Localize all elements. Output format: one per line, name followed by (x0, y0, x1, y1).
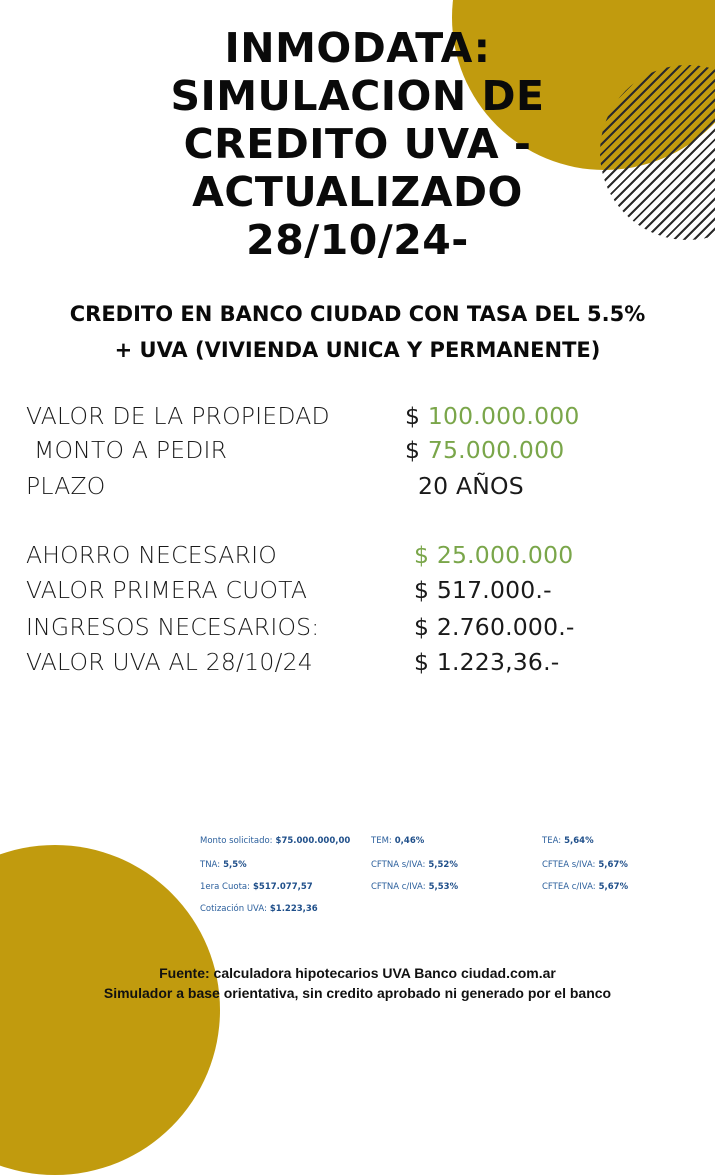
plazo-label: PLAZO (26, 472, 106, 500)
sim-monto-label: Monto solicitado: (200, 836, 273, 846)
subtitle (0, 296, 715, 368)
currency-symbol: $ (405, 402, 421, 430)
sim-cftea-c (542, 882, 628, 892)
sim-cftna-c-value: 5,53% (428, 882, 459, 892)
row-monto-pedir (0, 436, 715, 472)
sim-tna (200, 860, 247, 870)
valor-uva-label: VALOR UVA AL 28/10/24 (26, 648, 313, 676)
primera-cuota-value: $ 517.000.- (414, 576, 552, 604)
sim-cftea-c-value: 5,67% (598, 882, 629, 892)
sim-cotizacion (200, 904, 318, 914)
sim-cftna-s-label: CFTNA s/IVA: (371, 860, 426, 870)
primera-cuota-label: VALOR PRIMERA CUOTA (26, 576, 308, 604)
sim-cftea-s-label: CFTEA s/IVA: (542, 860, 596, 870)
title-line: SIMULACION DE (170, 72, 545, 120)
row-ingresos (0, 613, 715, 649)
valor-propiedad-value (405, 402, 580, 430)
sim-cuota (200, 882, 313, 892)
sim-cftna-c-label: CFTNA c/IVA: (371, 882, 426, 892)
row-valor-uva (0, 648, 715, 684)
sim-tea-value: 5,64% (564, 836, 594, 846)
subtitle-line: + UVA (VIVIENDA UNICA Y PERMANENTE) (114, 338, 601, 362)
sim-tna-label: TNA: (200, 860, 221, 870)
ingresos-value: $ 2.760.000.- (414, 613, 575, 641)
sim-tem-label: TEM: (371, 836, 392, 846)
subtitle-line: CREDITO EN BANCO CIUDAD CON TASA DEL 5.5% (69, 302, 646, 326)
sim-cftea-c-label: CFTEA c/IVA: (542, 882, 596, 892)
monto-pedir-amount: 75.000.000 (427, 436, 565, 464)
valor-propiedad-amount: 100.000.000 (427, 402, 580, 430)
decorative-gold-circle-bottom (0, 845, 220, 1175)
row-plazo (0, 472, 715, 508)
row-primera-cuota (0, 576, 715, 612)
sim-tem (371, 836, 424, 846)
title-line: 28/10/24- (246, 216, 469, 264)
row-valor-propiedad (0, 402, 715, 438)
monto-pedir-value (405, 436, 564, 464)
valor-uva-value: $ 1.223,36.- (414, 648, 560, 676)
title-line: INMODATA: (224, 24, 491, 72)
sim-monto-value: $75.000.000,00 (275, 836, 351, 846)
title-line: ACTUALIZADO (192, 168, 523, 216)
valor-propiedad-label: VALOR DE LA PROPIEDAD (26, 402, 330, 430)
page-title (60, 24, 655, 264)
sim-cftna-s-value: 5,52% (428, 860, 458, 870)
sim-cuota-label: 1era Cuota: (200, 882, 250, 892)
plazo-value: 20 AÑOS (418, 472, 524, 500)
sim-cotizacion-label: Cotización UVA: (200, 904, 267, 914)
sim-cotizacion-value: $1.223,36 (269, 904, 318, 914)
currency-symbol: $ (405, 436, 421, 464)
monto-pedir-label: MONTO A PEDIR (34, 436, 228, 464)
ahorro-value: $ 25.000.000 (414, 541, 574, 569)
row-ahorro (0, 541, 715, 577)
footer-disclaimer: Simulador a base orientativa, sin credito aprobado ni generado por el banco (103, 985, 612, 1001)
sim-cuota-value: $517.077,57 (252, 882, 313, 892)
ahorro-label: AHORRO NECESARIO (26, 541, 277, 569)
sim-monto (200, 836, 350, 846)
sim-cftea-s-value: 5,67% (598, 860, 628, 870)
sim-tna-value: 5,5% (223, 860, 247, 870)
sim-tem-value: 0,46% (394, 836, 425, 846)
footer (0, 963, 715, 1003)
sim-tea-label: TEA: (542, 836, 562, 846)
title-line: CREDITO UVA - (183, 120, 532, 168)
ingresos-label: INGRESOS NECESARIOS: (26, 613, 320, 641)
sim-cftea-s (542, 860, 628, 870)
sim-tea (542, 836, 594, 846)
sim-cftna-c (371, 882, 458, 892)
footer-source: Fuente: calculadora hipotecarios UVA Banco ciudad.com.ar (159, 965, 556, 981)
sim-cftna-s (371, 860, 458, 870)
